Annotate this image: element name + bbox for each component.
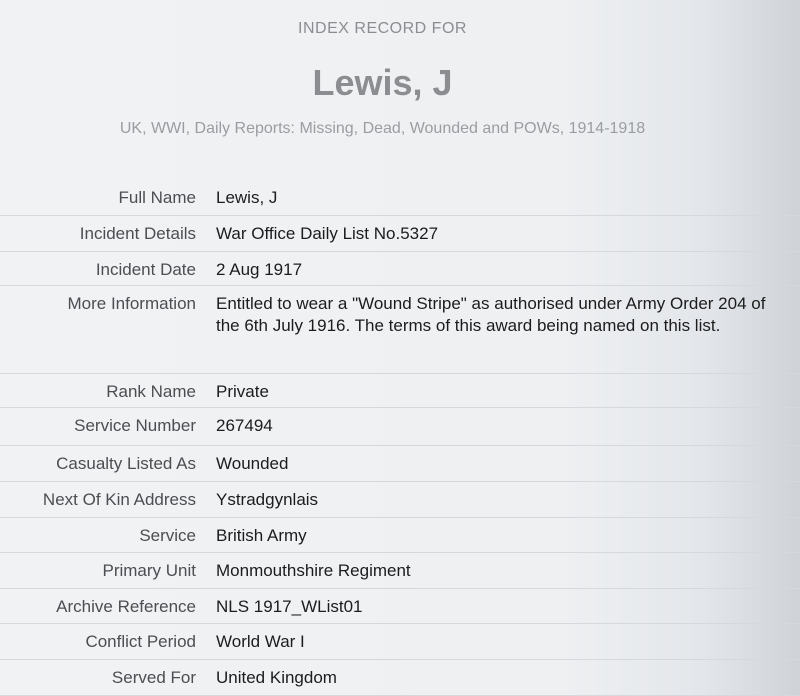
detail-label: Archive Reference bbox=[56, 597, 196, 616]
detail-row-service-number bbox=[0, 408, 800, 446]
detail-value: 2 Aug 1917 bbox=[216, 260, 303, 279]
detail-value: United Kingdom bbox=[216, 668, 337, 687]
detail-value: NLS 1917_WList01 bbox=[216, 597, 363, 616]
detail-value: Lewis, J bbox=[216, 188, 278, 207]
record-collection-name: UK, WWI, Daily Reports: Missing, Dead, Wounded and POWs, 1914-1918 bbox=[119, 120, 646, 137]
detail-label: Next Of Kin Address bbox=[42, 490, 196, 509]
detail-row-incident-details bbox=[0, 216, 800, 252]
detail-row-more-information bbox=[0, 286, 800, 374]
detail-label: Service Number bbox=[74, 416, 196, 435]
detail-label: Full Name bbox=[118, 188, 196, 207]
detail-value: Ystradgynlais bbox=[216, 490, 319, 509]
detail-value: Entitled to wear a "Wound Stripe" as authorised under Army Order 204 of the 6th July 1916. The terms of this award being named on this list. bbox=[216, 294, 766, 335]
detail-value: Monmouthshire Regiment bbox=[216, 561, 411, 580]
detail-row-service bbox=[0, 518, 800, 553]
record-title-name: Lewis, J bbox=[312, 62, 453, 103]
detail-value: Private bbox=[216, 382, 269, 401]
detail-row-served-for bbox=[0, 660, 800, 696]
detail-value: 267494 bbox=[216, 416, 273, 435]
detail-label: Incident Date bbox=[95, 260, 196, 279]
detail-value: World War I bbox=[216, 632, 305, 651]
detail-label: Casualty Listed As bbox=[56, 454, 196, 473]
detail-label: Conflict Period bbox=[85, 632, 196, 651]
detail-row-primary-unit bbox=[0, 553, 800, 589]
detail-value: British Army bbox=[216, 526, 307, 545]
detail-row-incident-date bbox=[0, 252, 800, 286]
detail-label: Incident Details bbox=[79, 224, 196, 243]
detail-value: War Office Daily List No.5327 bbox=[216, 224, 439, 243]
record-details-table bbox=[0, 180, 800, 696]
detail-row-full-name bbox=[0, 180, 800, 216]
detail-label: Rank Name bbox=[106, 382, 196, 401]
detail-label: Served For bbox=[111, 668, 196, 687]
detail-row-casualty-listed-as bbox=[0, 446, 800, 482]
detail-row-conflict-period bbox=[0, 624, 800, 660]
record-kicker: INDEX RECORD FOR bbox=[298, 20, 467, 37]
detail-row-archive-reference bbox=[0, 589, 800, 624]
detail-label: More Information bbox=[67, 294, 196, 313]
detail-label: Service bbox=[139, 526, 196, 545]
detail-value: Wounded bbox=[216, 454, 289, 473]
detail-row-rank-name bbox=[0, 374, 800, 408]
detail-row-next-of-kin-address bbox=[0, 482, 800, 518]
detail-label: Primary Unit bbox=[102, 561, 196, 580]
